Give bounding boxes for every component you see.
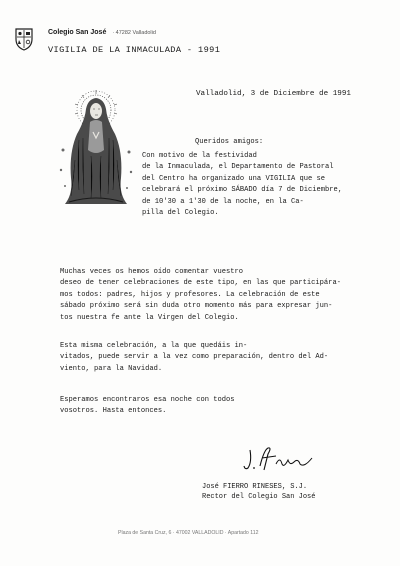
virgin-engraving-image bbox=[55, 90, 137, 206]
paragraph-1: Con motivo de la festividad de la Inmaculada, el Departamento de Pastoral del Centro ha organizado una VIGILIA que se celebrará el próximo SÁBADO día 7 de Diciembre, de 10'30 a 1'30 de la noche, en la Ca- pilla del Colegio. bbox=[142, 152, 343, 218]
school-address: · 47282 Valladolid bbox=[112, 30, 156, 36]
salutation: Queridos amigos: bbox=[195, 138, 264, 146]
paragraph-3: Esta misma celebración, a la que quedáis in- vitados, puede servir a la vez como preparación, dentro del Ad- viento, para la Navidad. bbox=[60, 342, 329, 373]
paragraph-4: Esperamos encontraros esa noche con todos vosotros. Hasta entonces. bbox=[60, 396, 235, 416]
signer-block bbox=[202, 482, 315, 502]
footer-address: Plaza de Santa Cruz, 6 · 47002 VALLADOLID · Apartado 112 bbox=[118, 530, 259, 536]
handwritten-signature bbox=[242, 444, 324, 474]
school-name: Colegio San José bbox=[48, 29, 107, 36]
date-line: Valladolid, 3 de Diciembre de 1991 bbox=[196, 90, 351, 98]
paragraph-2: Muchas veces os hemos oído comentar vuestro deseo de tener celebraciones de este tipo, en las que participára- mos todos: padres, hijos y profesores. La celebración de este sábado próximo será sin duda otro momento más para expresar jun- tos nuestra fe ante la Virgen del Colegio. bbox=[60, 268, 341, 322]
school-letterhead bbox=[48, 29, 156, 36]
school-crest-icon bbox=[14, 27, 34, 51]
signer-role: Rector del Colegio San José bbox=[202, 493, 316, 501]
letter-title: VIGILIA DE LA INMACULADA - 1991 bbox=[48, 45, 221, 55]
signer-name: José FIERRO RINESES, S.J. bbox=[202, 483, 308, 491]
